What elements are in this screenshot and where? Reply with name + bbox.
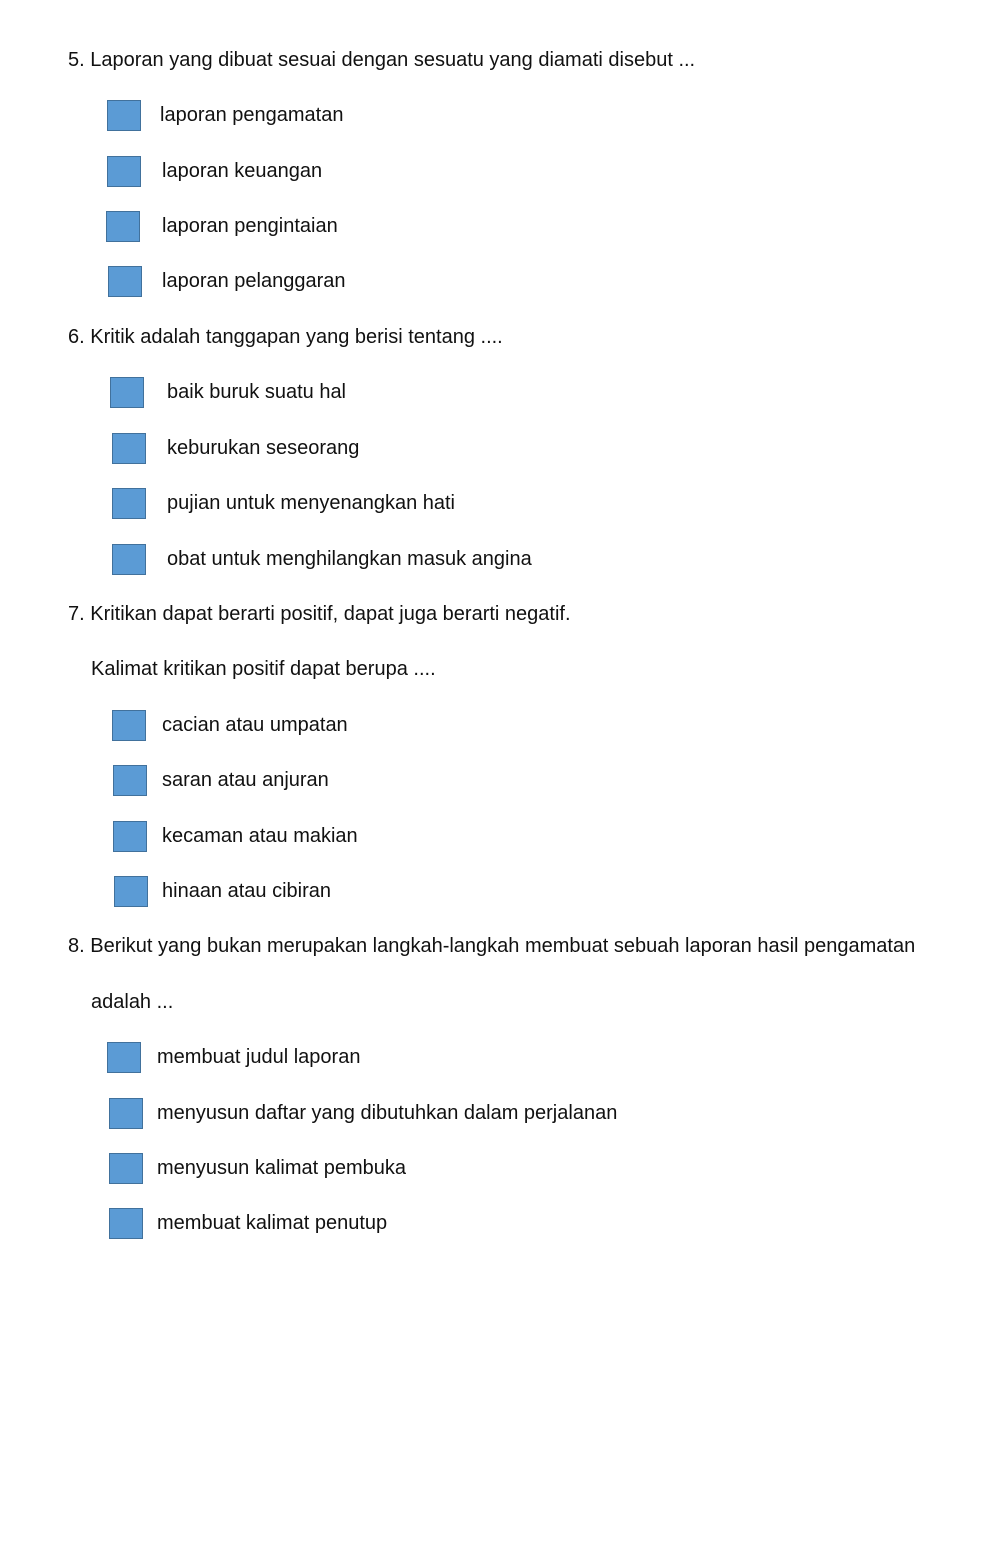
- option-label: membuat judul laporan: [157, 1046, 361, 1068]
- option-label: kecaman atau makian: [162, 825, 358, 847]
- answer-checkbox[interactable]: [107, 100, 141, 131]
- question-6-text: 6. Kritik adalah tanggapan yang berisi tentang ....: [68, 326, 503, 348]
- answer-checkbox[interactable]: [113, 765, 147, 796]
- answer-checkbox[interactable]: [109, 1208, 143, 1239]
- option-label: hinaan atau cibiran: [162, 880, 332, 902]
- answer-checkbox[interactable]: [112, 488, 146, 519]
- option-label: laporan keuangan: [162, 160, 323, 182]
- option-label: cacian atau umpatan: [162, 714, 348, 736]
- question-8-text: 8. Berikut yang bukan merupakan langkah-langkah membuat sebuah laporan hasil pengamatan: [68, 935, 916, 957]
- answer-checkbox[interactable]: [112, 710, 146, 741]
- option-label: keburukan seseorang: [167, 437, 360, 459]
- question-5-text: 5. Laporan yang dibuat sesuai dengan sesuatu yang diamati disebut ...: [68, 49, 696, 71]
- question-7-text-continued: Kalimat kritikan positif dapat berupa ....: [91, 658, 436, 680]
- option-label: laporan pengamatan: [160, 104, 344, 126]
- answer-checkbox[interactable]: [112, 433, 146, 464]
- answer-checkbox[interactable]: [110, 377, 144, 408]
- answer-checkbox[interactable]: [106, 211, 140, 242]
- option-label: pujian untuk menyenangkan hati: [167, 492, 455, 514]
- option-label: laporan pengintaian: [162, 215, 338, 237]
- answer-checkbox[interactable]: [113, 821, 147, 852]
- option-label: laporan pelanggaran: [162, 270, 346, 292]
- answer-checkbox[interactable]: [109, 1098, 143, 1129]
- option-label: obat untuk menghilangkan masuk angina: [167, 548, 532, 570]
- option-label: menyusun daftar yang dibutuhkan dalam perjalanan: [157, 1102, 618, 1124]
- option-label: membuat kalimat penutup: [157, 1212, 388, 1234]
- question-7-text: 7. Kritikan dapat berarti positif, dapat juga berarti negatif.: [68, 603, 571, 625]
- answer-checkbox[interactable]: [109, 1153, 143, 1184]
- answer-checkbox[interactable]: [107, 156, 141, 187]
- option-label: menyusun kalimat pembuka: [157, 1157, 407, 1179]
- answer-checkbox[interactable]: [112, 544, 146, 575]
- option-label: saran atau anjuran: [162, 769, 329, 791]
- answer-checkbox[interactable]: [114, 876, 148, 907]
- answer-checkbox[interactable]: [107, 1042, 141, 1073]
- question-8-text-continued: adalah ...: [91, 991, 174, 1013]
- option-label: baik buruk suatu hal: [167, 381, 347, 403]
- answer-checkbox[interactable]: [108, 266, 142, 297]
